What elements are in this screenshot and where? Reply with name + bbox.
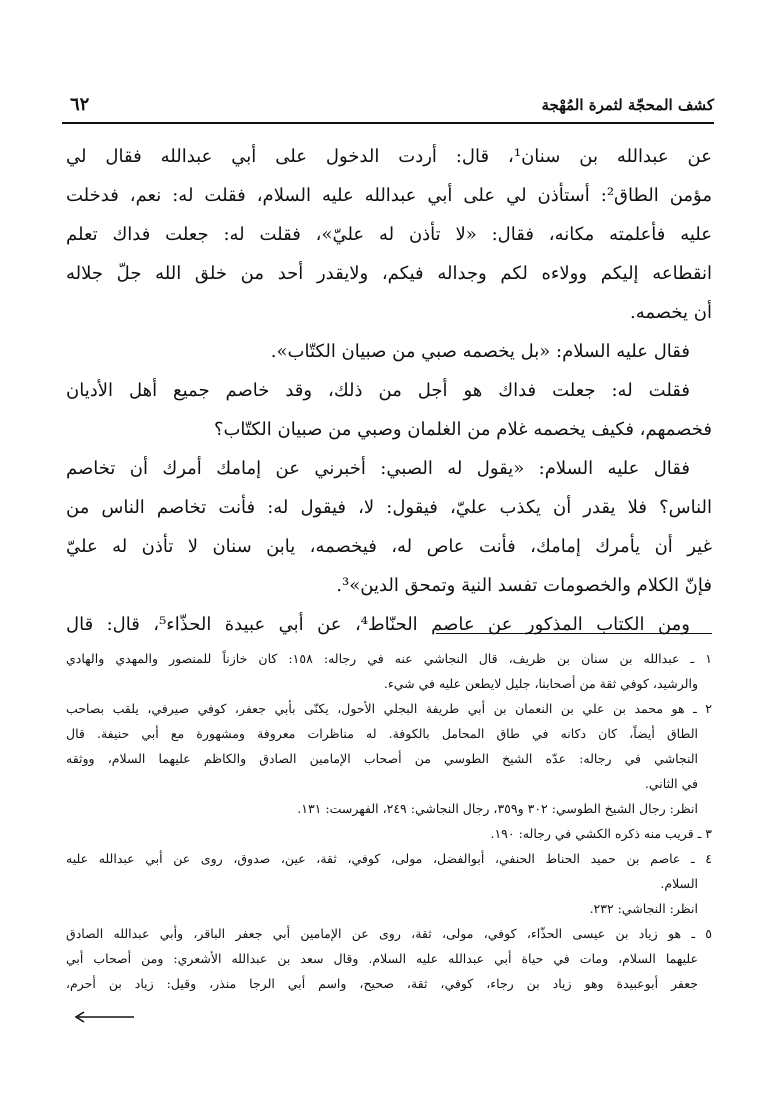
body-line: فإنّ الكلام والخصومات تفسد النية وتمحق الدين»³. (336, 575, 712, 596)
running-title: كشف المحجّة لثمرة المُهْجة (541, 96, 714, 114)
footnote-line: ٢ ـ هو محمد بن علي بن النعمان بن أبي طريفة البجلي الأحول، يكنّى بأبي جعفر، كوفي صيرفي، يلقب بصاحب (66, 701, 712, 716)
footnote-line: ٣ ـ قريب منه ذكره الكشي في رجاله: ١٩٠. (490, 826, 712, 841)
body-line: فقال عليه السلام: «بل يخصمه صبي من صبيان الكتّاب». (270, 341, 690, 362)
page-header (62, 96, 714, 122)
footnotes (66, 646, 712, 996)
continuation-arrow-icon (72, 1011, 136, 1023)
body-line: الناس؟ فلا يقدر أن يكذب عليّ، فيقول: لا، فيقول له: فأنت تخاصم الناس من (66, 497, 712, 518)
body-line: فخصمهم، فكيف يخصمه غلام من الغلمان وصبي من صبيان الكتّاب؟ (213, 419, 712, 440)
header-rule (62, 122, 714, 124)
footnote-line: في الثاني. (644, 776, 698, 791)
body-line: انقطاعه إليكم وولاءه لكم وجداله فيكم، ولايقدر أحد من خلق الله جلّ جلاله (66, 263, 712, 284)
body-line: غير أن يأمرك إمامك، فأنت عاص له، فيخصمه، يابن سنان لا تأذن له عليّ (66, 536, 712, 557)
body-line: فقلت له: جعلت فداك هو أجل من ذلك، وقد خاصم جميع أهل الأديان (66, 380, 690, 401)
body-line: مؤمن الطاق²: أستأذن لي على أبي عبدالله عليه السلام، فقلت له: نعم، فدخلت (66, 185, 712, 206)
footnote-line: عليهما السلام، ومات في حياة أبي عبدالله عليه السلام. وقال سعد بن عبدالله الأشعري: ومن أصحاب أبي (66, 951, 698, 966)
footnote-line: النجاشي في رجاله: عدّه الشيخ الطوسي من أصحاب الإمامين الصادق والكاظم عليهما السلام، ووثقه (66, 751, 698, 766)
body-line: ومن الكتاب المذكور عن عاصم الحنّاط⁴، عن أبي عبيدة الحذّاء⁵، قال: قال (66, 614, 690, 635)
footnote-line: السلام. (660, 876, 698, 891)
footnote-line: الطاق أيضاً، كان دكانه في طاق المحامل بالكوفة. له مناظرات معروفة ومشهورة مع أبي حنيفة. قال (66, 726, 698, 741)
body-line: عليه فأعلمته مكانه، فقال: «لا تأذن له عليّ»، فقلت له: جعلت فداك تعلم (66, 224, 712, 245)
footnote-line: جعفر أبوعبيدة وهو زياد بن رجاء، كوفي، ثقة، صحيح، واسم أبي الرجا منذر، وقيل: زياد بن أحرم، (66, 976, 698, 991)
body-line: عن عبدالله بن سنان¹، قال: أردت الدخول على أبي عبدالله فقال لي (66, 146, 712, 167)
footnote-line: انظر: النجاشي: ٢٣٢. (589, 901, 698, 916)
footnote-line: انظر: رجال الشيخ الطوسي: ٣٠٢ و٣٥٩، رجال النجاشي: ٢٤٩، الفهرست: ١٣١. (297, 801, 698, 816)
footnote-line: ٥ ـ هو زياد بن عيسى الحذّاء، كوفي، مولى، ثقة، روى عن الإمامين أبي جعفر الباقر، وأبي عبدالله الصادق (66, 926, 712, 941)
footnote-rule (436, 633, 712, 634)
main-text (66, 137, 712, 644)
footnote-line: ٤ ـ عاصم بن حميد الحناط الحنفي، أبوالفضل، مولى، كوفي، ثقة، عين، صدوق، روى عن أبي عبدالله عليه (66, 851, 712, 866)
body-line: أن يخصمه. (630, 302, 712, 323)
footnote-line: والرشيد، كوفي ثقة من أصحابنا، جليل لايطعن عليه في شيء. (383, 676, 698, 691)
body-line: فقال عليه السلام: «يقول له الصبي: أخبرني عن إمامك أمرك أن تخاصم (66, 458, 690, 479)
page-number: ٦٢ (70, 94, 90, 115)
footnote-line: ١ ـ عبدالله بن سنان بن ظريف، قال النجاشي عنه في رجاله: ١٥٨: كان خازناً للمنصور والمهدي والهادي (66, 651, 712, 666)
